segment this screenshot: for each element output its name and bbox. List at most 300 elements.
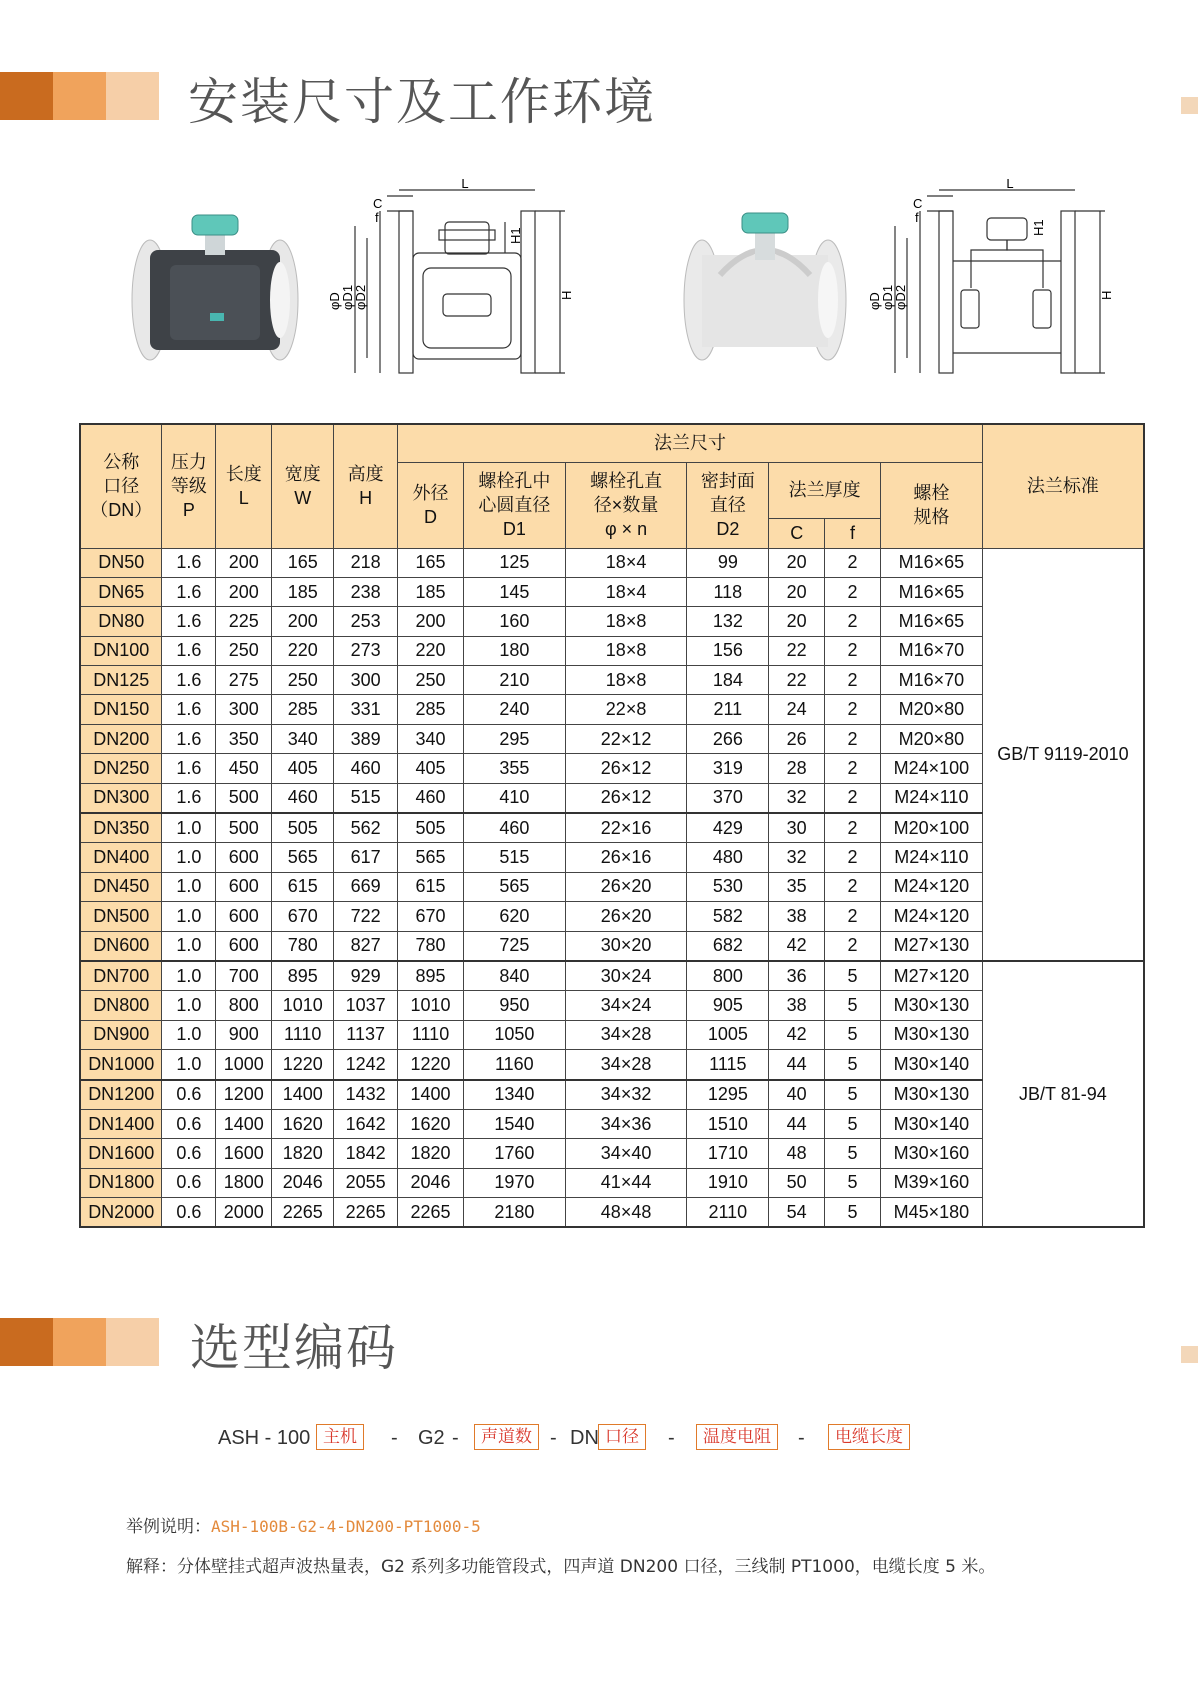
code-box-host: 主机 [316,1424,364,1450]
table-cell: 1340 [463,1080,565,1110]
table-cell-dn: DN900 [80,1020,162,1049]
table-cell: M27×120 [880,961,982,991]
table-cell: 1400 [216,1109,272,1138]
table-cell: 780 [272,931,334,961]
table-cell: M30×130 [880,991,982,1020]
code-dash-4: - [668,1427,675,1449]
table-cell: 460 [463,813,565,843]
dim-C-2: C [913,196,923,211]
code-dash-5: - [798,1427,805,1449]
table-cell: 5 [825,1198,881,1228]
table-cell: 1110 [398,1020,464,1049]
table-cell: 34×28 [565,1050,687,1080]
table-cell: 44 [769,1050,825,1080]
table-cell: 1005 [687,1020,769,1049]
table-cell: 295 [463,724,565,753]
code-box-cable-length: 电缆长度 [828,1424,910,1450]
table-cell: 26×16 [565,843,687,872]
th-standard: 法兰标准 [982,424,1144,548]
table-cell: 505 [398,813,464,843]
table-cell: 36 [769,961,825,991]
th-flange: 法兰尺寸 [398,424,983,462]
table-cell: 1710 [687,1139,769,1168]
code-box-temp-resistor: 温度电阻 [696,1424,778,1450]
th-bolt-hole: 螺栓孔直 径×数量 φ × n [565,462,687,548]
table-cell: 1.6 [162,666,216,695]
code-dn: DN [570,1427,599,1449]
table-cell: 38 [769,991,825,1020]
table-cell: 1.0 [162,931,216,961]
table-cell-dn: DN500 [80,902,162,931]
code-dash-2: - [452,1427,459,1449]
table-cell: M24×120 [880,872,982,901]
table-cell: 1.6 [162,577,216,606]
table-cell: 20 [769,577,825,606]
table-cell: 410 [463,783,565,813]
table-cell: 200 [272,607,334,636]
code-dash-1: - [391,1427,398,1449]
table-cell: 1.6 [162,754,216,783]
table-cell: 38 [769,902,825,931]
code-box-caliber: 口径 [598,1424,646,1450]
table-cell: 1220 [272,1050,334,1080]
table-cell: 1820 [398,1139,464,1168]
table-cell: 1137 [334,1020,398,1049]
dim-D1: φD1 [340,284,355,310]
table-cell: 165 [272,548,334,577]
table-cell: 615 [398,872,464,901]
table-cell: 1820 [272,1139,334,1168]
table-cell: 1540 [463,1109,565,1138]
table-cell: M20×80 [880,695,982,724]
th-length: 长度 L [216,424,272,548]
table-cell: 929 [334,961,398,991]
table-cell: 266 [687,724,769,753]
table-cell: 30×20 [565,931,687,961]
code-box-channels: 声道数 [474,1424,539,1450]
table-cell: 35 [769,872,825,901]
table-cell: 185 [398,577,464,606]
table-cell: M16×65 [880,577,982,606]
table-row [80,961,1144,991]
table-cell: 250 [398,666,464,695]
table-cell-dn: DN80 [80,607,162,636]
table-cell: 26×20 [565,872,687,901]
table-cell: 1.6 [162,783,216,813]
table-cell: 1.0 [162,843,216,872]
table-cell: 220 [398,636,464,665]
table-cell: 1510 [687,1109,769,1138]
table-cell: 1642 [334,1109,398,1138]
table-cell: 1600 [216,1139,272,1168]
th-d2: 密封面 直径 D2 [687,462,769,548]
table-cell: 1.0 [162,991,216,1020]
table-cell: 34×40 [565,1139,687,1168]
table-cell: 40 [769,1080,825,1110]
table-cell: 0.6 [162,1109,216,1138]
table-cell: 5 [825,1080,881,1110]
table-cell: 450 [216,754,272,783]
table-cell: 2265 [272,1198,334,1228]
table-cell: 900 [216,1020,272,1049]
table-cell: 24 [769,695,825,724]
table-cell: 1800 [216,1168,272,1197]
table-cell: 2 [825,783,881,813]
table-cell-dn: DN450 [80,872,162,901]
table-cell: 1.0 [162,961,216,991]
table-cell: 600 [216,843,272,872]
table-cell: 285 [272,695,334,724]
table-cell: 42 [769,931,825,961]
table-cell: 780 [398,931,464,961]
table-cell-dn: DN400 [80,843,162,872]
side-tab-2 [1181,1346,1198,1363]
explain-line: 解释：分体壁挂式超声波热量表，G2 系列多功能管段式，四声道 DN200 口径，三线制 PT1000，电缆长度 5 米。 [126,1557,996,1577]
table-cell: 1400 [398,1080,464,1110]
table-cell: 2055 [334,1168,398,1197]
table-cell: 26 [769,724,825,753]
table-cell: 350 [216,724,272,753]
product-photo-2 [680,205,850,379]
table-cell: 225 [216,607,272,636]
th-thickness: 法兰厚度 [769,462,881,518]
table-cell: M16×70 [880,666,982,695]
table-cell: 1910 [687,1168,769,1197]
table-cell: 165 [398,548,464,577]
table-cell: 18×8 [565,666,687,695]
table-cell: 185 [272,577,334,606]
table-cell: 300 [216,695,272,724]
table-cell-dn: DN65 [80,577,162,606]
table-cell: 118 [687,577,769,606]
table-cell: 370 [687,783,769,813]
table-cell: M30×140 [880,1109,982,1138]
section-bar-2 [0,1318,159,1366]
table-cell: 2 [825,695,881,724]
table-cell: 2 [825,548,881,577]
table-cell: 2 [825,607,881,636]
table-cell: 800 [687,961,769,991]
product-photo-1 [130,205,300,379]
table-cell-dn: DN1200 [80,1080,162,1110]
table-cell: 562 [334,813,398,843]
table-cell: 1.6 [162,724,216,753]
table-cell: 340 [398,724,464,753]
table-cell: 1010 [398,991,464,1020]
table-cell: 505 [272,813,334,843]
table-cell: 1970 [463,1168,565,1197]
table-cell: 200 [398,607,464,636]
table-cell: 460 [398,783,464,813]
table-cell: 54 [769,1198,825,1228]
table-cell: 2000 [216,1198,272,1228]
table-cell: 200 [216,577,272,606]
table-cell: 1110 [272,1020,334,1049]
table-cell: 34×36 [565,1109,687,1138]
dim-D2: φD2 [353,284,368,310]
table-cell: M24×110 [880,843,982,872]
table-cell: 840 [463,961,565,991]
table-cell: 5 [825,961,881,991]
table-cell: 340 [272,724,334,753]
table-cell: 1842 [334,1139,398,1168]
dim-H: H [559,290,574,300]
table-cell: 220 [272,636,334,665]
table-cell: 950 [463,991,565,1020]
table-cell: 1.0 [162,872,216,901]
table-cell: 582 [687,902,769,931]
table-cell: 620 [463,902,565,931]
table-cell-dn: DN200 [80,724,162,753]
table-cell-dn: DN1600 [80,1139,162,1168]
dim-D-2: φD [867,292,882,310]
table-cell: 253 [334,607,398,636]
table-cell: 2046 [272,1168,334,1197]
table-cell: 600 [216,872,272,901]
code-dash-3: - [550,1427,557,1449]
table-cell: 250 [272,666,334,695]
table-cell: M20×100 [880,813,982,843]
table-cell: 389 [334,724,398,753]
table-cell: 500 [216,813,272,843]
dim-L-2: L [1006,176,1014,191]
table-cell-dn: DN100 [80,636,162,665]
table-cell: 670 [398,902,464,931]
table-cell: 600 [216,931,272,961]
table-cell: 200 [216,548,272,577]
table-cell: 1620 [272,1109,334,1138]
table-cell: 429 [687,813,769,843]
dim-D: φD [327,292,342,310]
table-cell: 565 [398,843,464,872]
th-pressure: 压力 等级 P [162,424,216,548]
table-cell: M24×120 [880,902,982,931]
table-cell: 5 [825,1050,881,1080]
table-cell: 1200 [216,1080,272,1110]
table-cell: M27×130 [880,931,982,961]
table-cell: M24×110 [880,783,982,813]
table-cell: 20 [769,607,825,636]
table-cell: 22×8 [565,695,687,724]
table-cell: 725 [463,931,565,961]
table-cell: 275 [216,666,272,695]
table-cell: 0.6 [162,1198,216,1228]
section-title-model: 选型编码 [190,1319,398,1377]
table-cell: 34×28 [565,1020,687,1049]
table-cell: 5 [825,1109,881,1138]
example-label: 举例说明： [126,1517,211,1537]
table-cell: 2046 [398,1168,464,1197]
table-cell: 5 [825,991,881,1020]
table-cell-dn: DN300 [80,783,162,813]
table-cell: M30×130 [880,1080,982,1110]
table-cell: M30×130 [880,1020,982,1049]
table-cell: 2 [825,754,881,783]
table-cell: 30×24 [565,961,687,991]
table-cell: 1432 [334,1080,398,1110]
table-cell: 722 [334,902,398,931]
table-cell: 319 [687,754,769,783]
table-cell: 1220 [398,1050,464,1080]
table-cell: 5 [825,1168,881,1197]
table-cell: 156 [687,636,769,665]
table-row [80,548,1144,577]
table-cell-dn: DN1400 [80,1109,162,1138]
table-cell: 0.6 [162,1080,216,1110]
table-cell-dn: DN600 [80,931,162,961]
table-cell: 2265 [334,1198,398,1228]
table-cell: 99 [687,548,769,577]
table-cell: 18×8 [565,607,687,636]
th-outer-d: 外径 D [398,462,464,548]
table-cell: 1400 [272,1080,334,1110]
table-cell: 515 [334,783,398,813]
side-tab-1 [1181,97,1198,114]
table-cell-dn: DN50 [80,548,162,577]
table-cell: 682 [687,931,769,961]
table-cell: 22 [769,636,825,665]
table-cell: 26×20 [565,902,687,931]
th-dn: 公称 口径 （DN） [80,424,162,548]
table-cell: 460 [334,754,398,783]
table-cell: 2 [825,636,881,665]
example-line [126,1512,481,1537]
table-cell: 1295 [687,1080,769,1110]
table-cell: 1037 [334,991,398,1020]
table-cell-dn: DN1000 [80,1050,162,1080]
table-cell: 1115 [687,1050,769,1080]
table-cell: 32 [769,843,825,872]
table-cell: 44 [769,1109,825,1138]
table-cell-dn: DN1800 [80,1168,162,1197]
table-cell: 700 [216,961,272,991]
table-cell: 615 [272,872,334,901]
table-cell: 905 [687,991,769,1020]
table-cell-dn: DN250 [80,754,162,783]
table-cell: 22×16 [565,813,687,843]
table-cell: 34×24 [565,991,687,1020]
table-cell: 26×12 [565,783,687,813]
th-bolt-spec: 螺栓 规格 [880,462,982,548]
dim-f: f [375,210,379,225]
table-cell: 48×48 [565,1198,687,1228]
table-cell: M30×140 [880,1050,982,1080]
table-cell: 895 [398,961,464,991]
table-cell: 1242 [334,1050,398,1080]
table-cell: 1160 [463,1050,565,1080]
table-cell-standard: GB/T 9119-2010 [982,548,1144,961]
table-cell: 285 [398,695,464,724]
table-cell: 238 [334,577,398,606]
table-cell: 405 [272,754,334,783]
table-cell: 670 [272,902,334,931]
th-c: C [769,518,825,548]
table-cell: 827 [334,931,398,961]
table-cell: 18×4 [565,577,687,606]
table-cell: 160 [463,607,565,636]
table-cell: 41×44 [565,1168,687,1197]
table-cell-dn: DN2000 [80,1198,162,1228]
table-cell: 515 [463,843,565,872]
table-cell: 2 [825,813,881,843]
table-cell: 331 [334,695,398,724]
table-cell: 50 [769,1168,825,1197]
table-cell: 800 [216,991,272,1020]
dim-D2-2: φD2 [893,284,908,310]
table-cell-dn: DN125 [80,666,162,695]
table-cell: 2 [825,902,881,931]
table-cell: 2 [825,577,881,606]
table-cell: M30×160 [880,1139,982,1168]
table-cell: M45×180 [880,1198,982,1228]
table-cell: 405 [398,754,464,783]
table-cell: M24×100 [880,754,982,783]
table-cell: 26×12 [565,754,687,783]
table-cell: 5 [825,1139,881,1168]
code-prefix: ASH - 100 [218,1427,311,1449]
table-cell: 2 [825,666,881,695]
table-cell: 18×4 [565,548,687,577]
table-cell: M39×160 [880,1168,982,1197]
code-g2: G2 [418,1427,445,1449]
table-cell: 1050 [463,1020,565,1049]
table-cell: 5 [825,1020,881,1049]
table-cell: 28 [769,754,825,783]
table-cell: 211 [687,695,769,724]
table-cell: 895 [272,961,334,991]
table-cell: 125 [463,548,565,577]
table-cell: 2 [825,843,881,872]
table-cell: 250 [216,636,272,665]
table-cell-dn: DN150 [80,695,162,724]
section-bar-1 [0,72,159,120]
table-cell: 1.0 [162,813,216,843]
table-cell: 530 [687,872,769,901]
table-cell: 20 [769,548,825,577]
table-cell: 1.0 [162,1050,216,1080]
table-cell-dn: DN350 [80,813,162,843]
table-cell: 1000 [216,1050,272,1080]
table-cell: 2 [825,724,881,753]
table-cell: 600 [216,902,272,931]
table-cell: 500 [216,783,272,813]
table-cell: 2110 [687,1198,769,1228]
table-cell: 617 [334,843,398,872]
table-cell: M20×80 [880,724,982,753]
product-drawing-1 [325,178,575,382]
table-cell: 460 [272,783,334,813]
table-cell: 355 [463,754,565,783]
table-cell: 32 [769,783,825,813]
dim-D1-2: φD1 [880,284,895,310]
table-cell: 1010 [272,991,334,1020]
table-cell: 1760 [463,1139,565,1168]
table-cell-dn: DN800 [80,991,162,1020]
table-cell: 2180 [463,1198,565,1228]
dim-H-2: H [1099,290,1114,300]
product-drawing-2 [867,176,1125,382]
table-cell: 0.6 [162,1168,216,1197]
table-cell: 1.6 [162,607,216,636]
table-cell: 132 [687,607,769,636]
table-cell: 300 [334,666,398,695]
table-cell: 480 [687,843,769,872]
table-cell: 669 [334,872,398,901]
table-cell: 210 [463,666,565,695]
table-cell: 1.0 [162,1020,216,1049]
table-cell: 0.6 [162,1139,216,1168]
example-value: ASH-100B-G2-4-DN200-PT1000-5 [211,1517,481,1536]
